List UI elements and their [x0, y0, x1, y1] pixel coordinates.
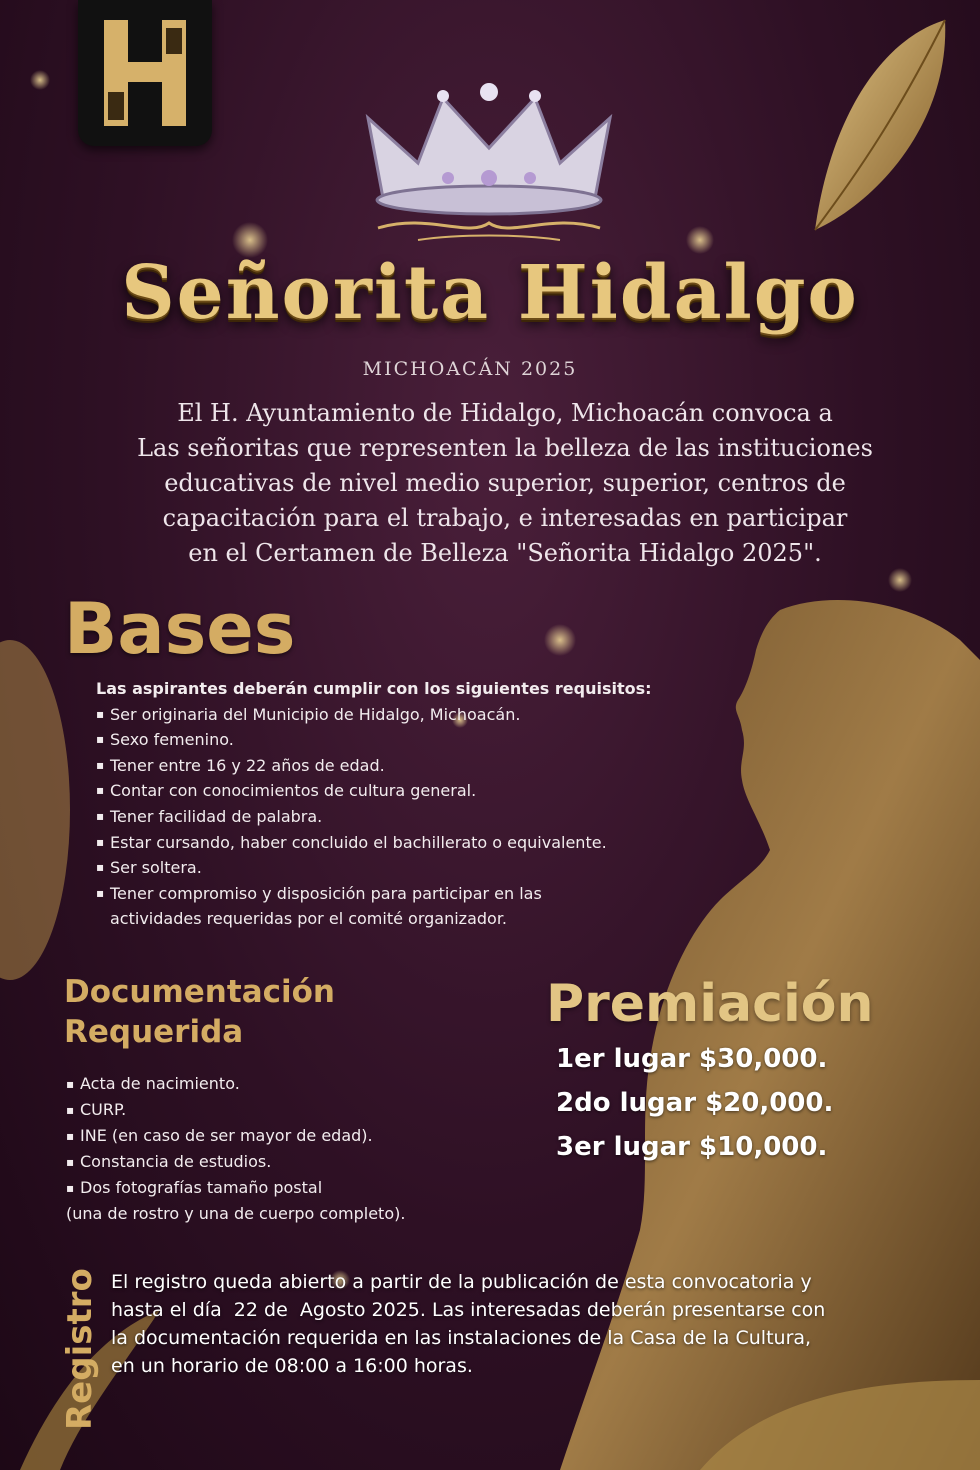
list-item: ▪ Tener compromiso y disposición para participar en las actividades requeridas por el comité organizador.: [96, 881, 590, 932]
registration-line: la documentación requerida en las instalaciones de la Casa de la Cultura,: [111, 1327, 812, 1349]
list-item: ▪ Ser originaria del Municipio de Hidalgo, Michoacán.: [96, 702, 696, 728]
municipal-logo: [78, 0, 212, 146]
documents-heading-line: Requerida: [64, 1014, 244, 1050]
intro-line: Las señoritas que representen la belleza de las instituciones: [137, 434, 873, 462]
list-item: ▪ Tener facilidad de palabra.: [96, 804, 696, 830]
intro-line: educativas de nivel medio superior, superior, centros de: [164, 469, 846, 497]
prize-item: 1er lugar $30,000.: [556, 1044, 828, 1074]
list-item: ▪ INE (en caso de ser mayor de edad).: [66, 1123, 466, 1149]
list-item: ▪ Dos fotografías tamaño postal: [66, 1175, 466, 1201]
documents-heading-line: Documentación: [64, 974, 335, 1010]
awards-list: [556, 1037, 833, 1169]
list-item: ▪ Constancia de estudios.: [66, 1149, 466, 1175]
page-subtitle: MICHOACÁN 2025: [362, 358, 578, 380]
requirements-section: [96, 676, 696, 932]
intro-paragraph: [60, 396, 950, 571]
bases-heading: Bases: [64, 588, 296, 670]
list-item: ▪ Sexo femenino.: [96, 727, 696, 753]
list-item: ▪ Tener entre 16 y 22 años de edad.: [96, 753, 696, 779]
intro-line: El H. Ayuntamiento de Hidalgo, Michoacán convoca a: [177, 399, 833, 427]
prize-item: 2do lugar $20,000.: [556, 1088, 834, 1118]
registration-label: Registro: [60, 1268, 100, 1430]
list-item: ▪ Contar con conocimientos de cultura general.: [96, 778, 696, 804]
page-title: Señorita Hidalgo: [121, 250, 859, 336]
list-item: ▪ Acta de nacimiento.: [66, 1071, 466, 1097]
awards-heading: Premiación: [546, 974, 874, 1034]
intro-line: capacitación para el trabajo, e interesadas en participar: [162, 504, 848, 532]
list-item: ▪ Estar cursando, haber concluido el bachillerato o equivalente.: [96, 830, 696, 856]
documents-heading: [64, 972, 335, 1052]
h-monogram-icon: [78, 0, 212, 146]
registration-line: El registro queda abierto a partir de la publicación de esta convocatoria y: [111, 1271, 812, 1293]
requirements-lead: Las aspirantes deberán cumplir con los siguientes requisitos:: [96, 679, 652, 698]
documents-note: (una de rostro y una de cuerpo completo).: [66, 1204, 406, 1223]
registration-text: [111, 1268, 951, 1380]
registration-line: hasta el día 22 de Agosto 2025. Las interesadas deberán presentarse con: [111, 1299, 826, 1321]
crown-icon: [358, 78, 620, 248]
list-item: ▪ CURP.: [66, 1097, 466, 1123]
intro-line: en el Certamen de Belleza "Señorita Hidalgo 2025".: [188, 539, 822, 567]
documents-list: [66, 1071, 466, 1201]
documents-section: [66, 1071, 466, 1227]
requirements-list: [96, 702, 696, 932]
list-item: ▪ Ser soltera.: [96, 855, 696, 881]
prize-item: 3er lugar $10,000.: [556, 1132, 828, 1162]
registration-line: en un horario de 08:00 a 16:00 horas.: [111, 1355, 473, 1377]
